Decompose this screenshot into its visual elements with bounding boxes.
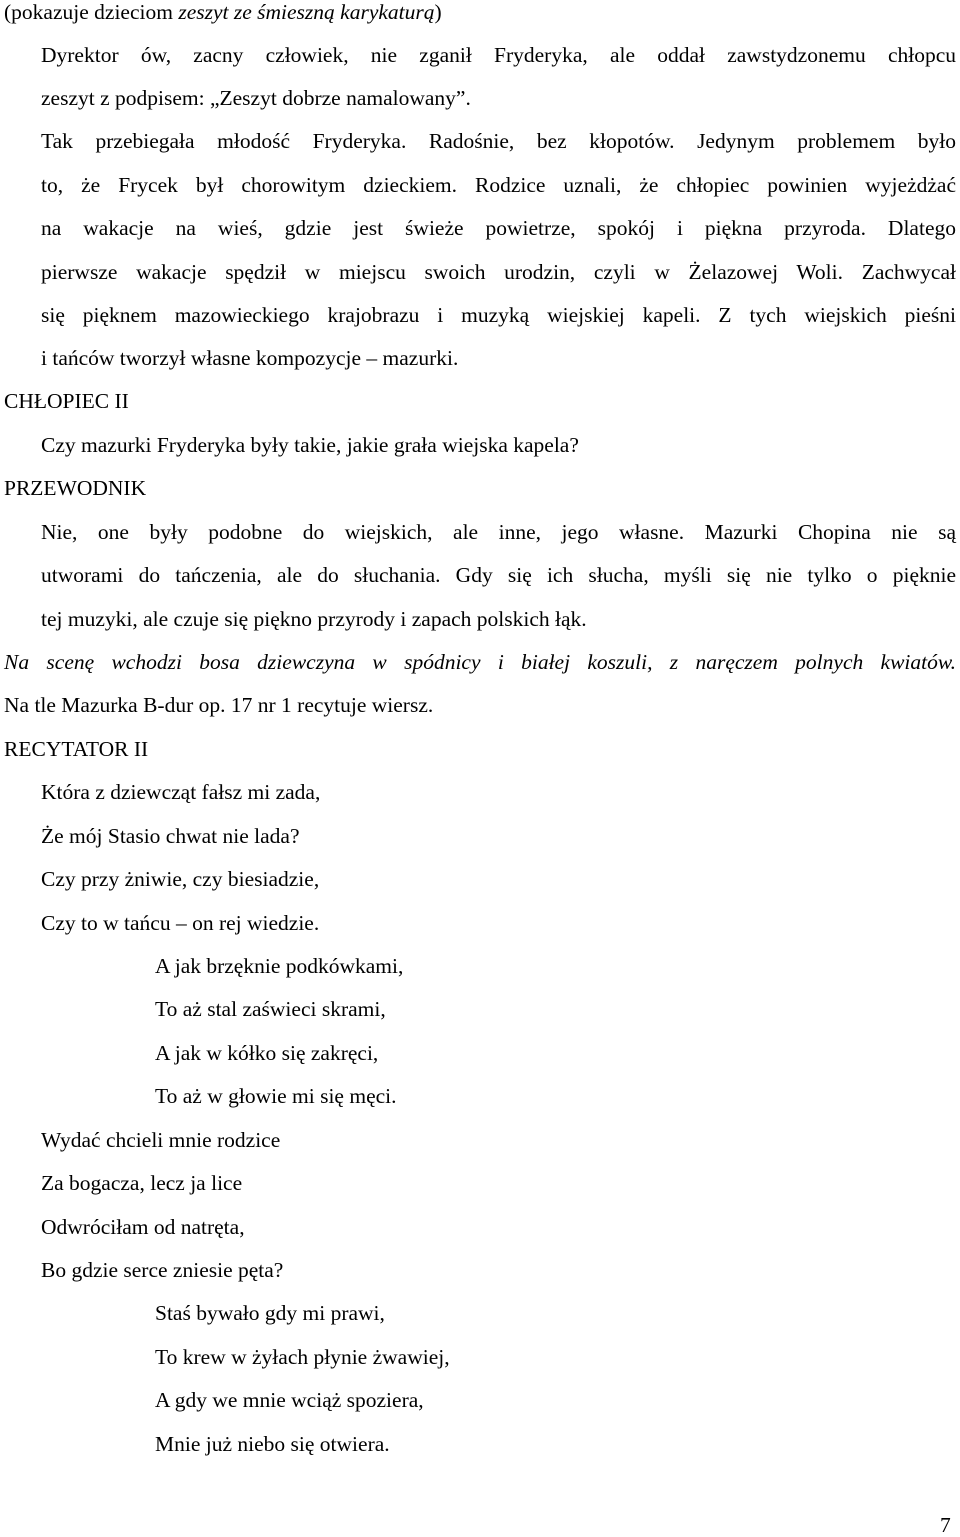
paragraph2-line: to, że Frycek był chorowitym dzieckiem. Rodzice uznali, że chłopiec powinien wyjeżdżać: [41, 173, 956, 197]
speaker-label: RECYTATOR II: [4, 737, 149, 761]
poem-line: Staś bywało gdy mi prawi,: [155, 1301, 385, 1325]
question-line: Czy mazurki Fryderyka były takie, jakie grała wiejska kapela?: [41, 433, 579, 457]
paragraph1-line: Dyrektor ów, zacny człowiek, nie zganił Fryderyka, ale oddał zawstydzonemu chłopcu: [41, 43, 956, 67]
poem-line: To krew w żyłach płynie żwawiej,: [155, 1345, 450, 1369]
background-note: Na tle Mazurka B-dur op. 17 nr 1 recytuje wiersz.: [4, 693, 434, 717]
poem-line: Mnie już niebo się otwiera.: [155, 1432, 390, 1456]
poem-line: Bo gdzie serce zniesie pęta?: [41, 1258, 284, 1282]
poem-line: Czy przy żniwie, czy biesiadzie,: [41, 867, 320, 891]
paragraph2-line: na wakacje na wieś, gdzie jest świeże powietrze, spokój i piękna przyroda. Dlatego: [41, 216, 956, 240]
answer-line: Nie, one były podobne do wiejskich, ale inne, jego własne. Mazurki Chopina nie są: [41, 520, 956, 544]
answer-line: tej muzyki, ale czuje się piękno przyrody i zapach polskich łąk.: [41, 607, 587, 631]
poem-line: Czy to w tańcu – on rej wiedzie.: [41, 911, 320, 935]
opening-plain: pokazuje dzieciom: [11, 0, 179, 24]
close-paren: ): [434, 0, 442, 24]
answer-line: utworami do tańczenia, ale do słuchania. Gdy się ich słucha, myśli się nie tylko o pięknie: [41, 563, 956, 587]
poem-line: Odwróciłam od natręta,: [41, 1215, 245, 1239]
poem-line: A jak brzęknie podkówkami,: [155, 954, 404, 978]
open-paren: (: [4, 0, 12, 24]
stage-direction: Na scenę wchodzi bosa dziewczyna w spódnicy i białej koszuli, z naręczem polnych kwiatów.: [4, 650, 956, 674]
speaker-label: CHŁOPIEC II: [4, 389, 129, 413]
paragraph2-line: i tańców tworzył własne kompozycje – mazurki.: [41, 346, 459, 370]
paragraph2-line: Tak przebiegała młodość Fryderyka. Radośnie, bez kłopotów. Jedynym problemem było: [41, 129, 956, 153]
paragraph2-line: się pięknem mazowieckiego krajobrazu i muzyką wiejskiej kapeli. Z tych wiejskich pieśni: [41, 303, 956, 327]
page-number: 7: [940, 1513, 951, 1537]
poem-line: Która z dziewcząt fałsz mi zada,: [41, 780, 321, 804]
poem-line: Za bogacza, lecz ja lice: [41, 1171, 243, 1195]
poem-line: Wydać chcieli mnie rodzice: [41, 1128, 281, 1152]
poem-line: A jak w kółko się zakręci,: [155, 1041, 379, 1065]
poem-line: To aż w głowie mi się męci.: [155, 1084, 397, 1108]
poem-line: To aż stal zaświeci skrami,: [155, 997, 386, 1021]
opening-italic: zeszyt ze śmieszną karykaturą: [178, 0, 435, 24]
paragraph2-line: pierwsze wakacje spędził w miejscu swoich urodzin, czyli w Żelazowej Woli. Zachwycał: [41, 260, 956, 284]
poem-line: Że mój Stasio chwat nie lada?: [41, 824, 300, 848]
speaker-label: PRZEWODNIK: [4, 476, 147, 500]
opening-direction: [4, 2, 442, 24]
paragraph1-line: zeszyt z podpisem: „Zeszyt dobrze namalowany”.: [41, 86, 471, 110]
poem-line: A gdy we mnie wciąż spoziera,: [155, 1388, 424, 1412]
